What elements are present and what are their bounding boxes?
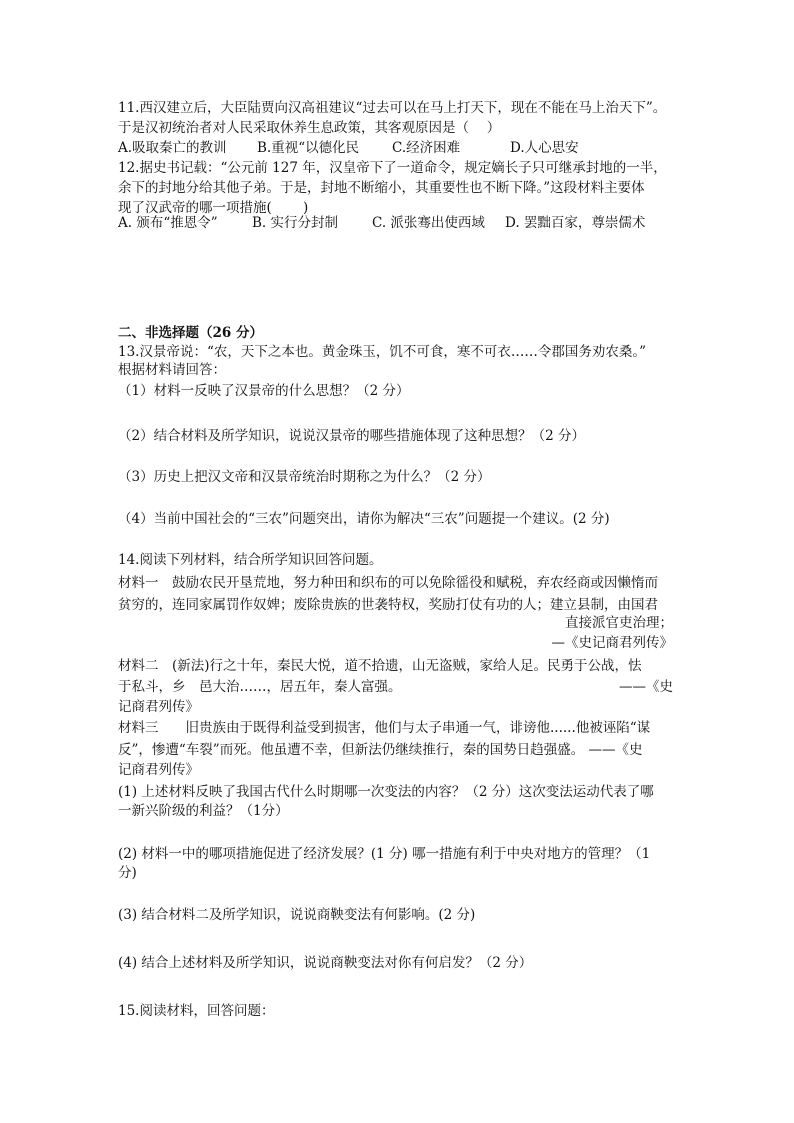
q14-sub-2-line-2: 分) xyxy=(118,865,137,881)
q14-material-2-line-2: 于私斗，乡 邑大治……，居五年，秦人富强。 xyxy=(118,679,402,695)
q13-sub-2: （2）结合材料及所学知识，说说汉景帝的哪些措施体现了这种思想？（2 分） xyxy=(118,428,585,444)
q11-line-2: 于是汉初统治者对人民采取休养生息政策，其客观原因是（ ） xyxy=(118,120,501,136)
q12-option-a: A. 颁布“推恩令” xyxy=(118,215,218,231)
q14-intro: 14.阅读下列材料，结合所学知识回答问题。 xyxy=(118,552,383,568)
q12-option-c: C. 派张骞出使西域 xyxy=(372,215,485,231)
q13-sub-1: （1）材料一反映了汉景帝的什么思想？（2 分） xyxy=(118,383,410,399)
q14-material-2-line-1: 材料二 (新法)行之十年，秦民大悦，道不拾遗，山无盗贼，家给人足。民勇于公战，怯 xyxy=(118,658,642,674)
q12-option-d: D. 罢黜百家，尊崇儒术 xyxy=(505,215,646,231)
q14-sub-1-line-1: (1) 上述材料反映了我国古代什么时期哪一次变法的内容？（2 分）这次变法运动代表了哪 xyxy=(118,784,654,800)
q12-line-3: 现了汉武帝的哪一项措施( ) xyxy=(118,200,309,216)
q14-material-3-line-1: 材料三 旧贵族由于既得利益受到损害，他们与太子串通一气，诽谤他......他被诬陷“谋 xyxy=(118,720,651,736)
q14-material-1-source: —《史记商君列传》 xyxy=(551,635,673,651)
q12-line-1: 12.据史书记载：“公元前 127 年，汉皇帝下了一道命令，规定嫡长子只可继承封地的一半， xyxy=(118,160,667,176)
q12-line-2: 余下的封地分给其他子弟。于是，封地不断缩小，其重要性也不断下降。”这段材料主要体 xyxy=(118,180,645,196)
q11-option-a: A.吸取秦亡的教训 xyxy=(118,140,227,156)
q14-material-1-line-2: 贫穷的，连同家属罚作奴婢；废除贵族的世袭特权，奖励打仗有功的人；建立县制，由国君 xyxy=(118,597,658,613)
q11-line-1: 11.西汉建立后，大臣陆贾向汉高祖建议“过去可以在马上打天下，现在不能在马上治天下”。 xyxy=(118,100,667,116)
q13-line-1: 13.汉景帝说：“农，天下之本也。黄金珠玉，饥不可食，寒不可衣……令郡国务劝农桑。” xyxy=(118,344,647,360)
q14-material-3-line-3: 记商君列传》 xyxy=(118,762,199,778)
q14-sub-2-line-1: (2) 材料一中的哪项措施促进了经济发展？(1 分) 哪一措施有利于中央对地方的管理？（1 xyxy=(118,846,651,862)
q11-option-b: B.重视“以德化民 xyxy=(257,140,360,156)
q14-sub-1-line-2: 一新兴阶级的利益？（1分） xyxy=(118,803,289,819)
q13-line-2: 根据材料请回答： xyxy=(118,362,226,378)
q14-material-2-line-3: 记商君列传》 xyxy=(118,699,199,715)
q14-sub-4: (4) 结合上述材料及所学知识，说说商鞅变法对你有何启发？（2 分） xyxy=(118,955,533,971)
q12-option-b: B. 实行分封制 xyxy=(252,215,339,231)
q13-sub-3: （3）历史上把汉文帝和汉景帝统治时期称之为什么？（2 分） xyxy=(118,469,491,485)
q11-option-c: C.经济困难 xyxy=(392,140,461,156)
q11-option-d: D.人心思安 xyxy=(510,140,579,156)
q14-material-1-line-1: 材料一 鼓励农民开垦荒地，努力种田和织布的可以免除徭役和赋税，弃农经商或因懒惰而 xyxy=(118,575,658,591)
q14-material-1-line-3: 直接派官吏治理； xyxy=(565,615,673,631)
q14-material-3-line-2: 反”，惨遭“车裂”而死。他虽遭不幸，但新法仍继续推行，秦的国势日趋强盛。 ——《史 xyxy=(118,742,643,758)
q14-sub-3: (3) 结合材料二及所学知识，说说商鞅变法有何影响。(2 分) xyxy=(118,907,476,923)
q15-intro: 15.阅读材料，回答问题： xyxy=(118,1003,275,1019)
q13-sub-4: （4）当前中国社会的“三农”问题突出，请你为解决“三农”问题提一个建议。(2 分) xyxy=(118,511,610,527)
section-heading: 二、非选择题（26 分） xyxy=(118,325,263,341)
q14-material-2-source: ——《史 xyxy=(619,679,673,695)
